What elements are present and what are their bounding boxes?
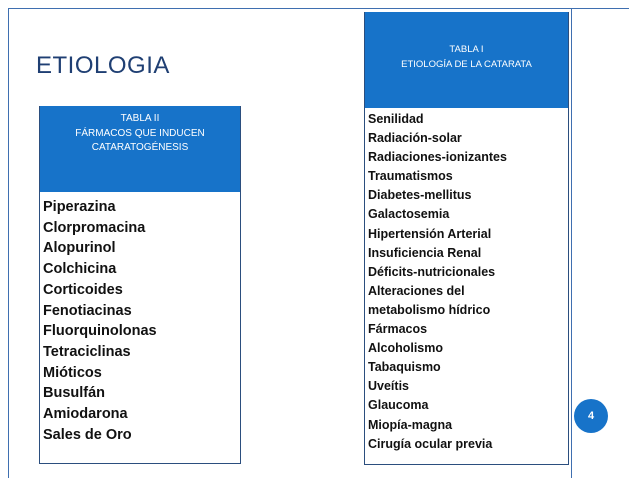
frame-left-line [8,8,9,478]
table-row: Insuficiencia Renal [368,245,482,260]
table-i-caption-2: ETIOLOGÍA DE LA CATARATA [401,59,532,70]
table-row: Clorpromacina [43,219,146,236]
table-row: Alcoholismo [368,341,444,356]
table-ii-rows [43,197,157,445]
table-row: Miopía-magna [368,417,453,432]
table-i-header [365,12,568,108]
table-row: Fármacos [368,322,428,337]
page-number-badge: 4 [574,399,608,433]
table-row: Uveítis [368,379,409,394]
table-row: Radiación-solar [368,131,462,146]
table-ii [39,106,241,464]
table-row: Tabaquismo [368,360,441,375]
table-i-rows [368,110,507,454]
table-row: Sales de Oro [43,426,132,443]
table-row: Déficits-nutricionales [368,264,496,279]
table-row: metabolismo hídrico [368,302,491,317]
table-row: Amiodarona [43,406,128,423]
slide-title: ETIOLOGIA [36,52,170,79]
table-row: Radiaciones-ionizantes [368,150,507,165]
table-ii-caption-1: TABLA II [120,113,160,124]
table-row: Fluorquinolonas [43,323,157,340]
table-row: Diabetes-mellitus [368,188,472,203]
table-row: Colchicina [43,261,117,278]
table-ii-caption-2: FÁRMACOS QUE INDUCEN [75,127,205,139]
frame-right-line [571,8,572,478]
table-row: Glaucoma [368,398,429,413]
table-row: Busulfán [43,385,106,402]
table-i-caption-1: TABLA I [449,44,484,55]
table-row: Traumatismos [368,169,453,184]
table-ii-header [40,106,240,192]
table-row: Galactosemia [368,207,450,222]
table-row: Alteraciones del [368,283,465,298]
table-row: Piperazina [43,199,116,215]
table-row: Senilidad [368,112,424,126]
table-row: Fenotiacinas [43,302,132,319]
table-row: Tetraciclinas [43,343,131,360]
table-row: Alopurinol [43,240,116,257]
table-ii-caption-3: CATARATOGÉNESIS [91,142,189,153]
table-i [364,12,569,465]
table-row: Corticoides [43,281,123,298]
table-row: Cirugía ocular previa [368,436,493,451]
table-row: Mióticos [43,364,102,381]
frame-top-line [8,8,629,9]
table-row: Hipertensión Arterial [368,226,492,241]
